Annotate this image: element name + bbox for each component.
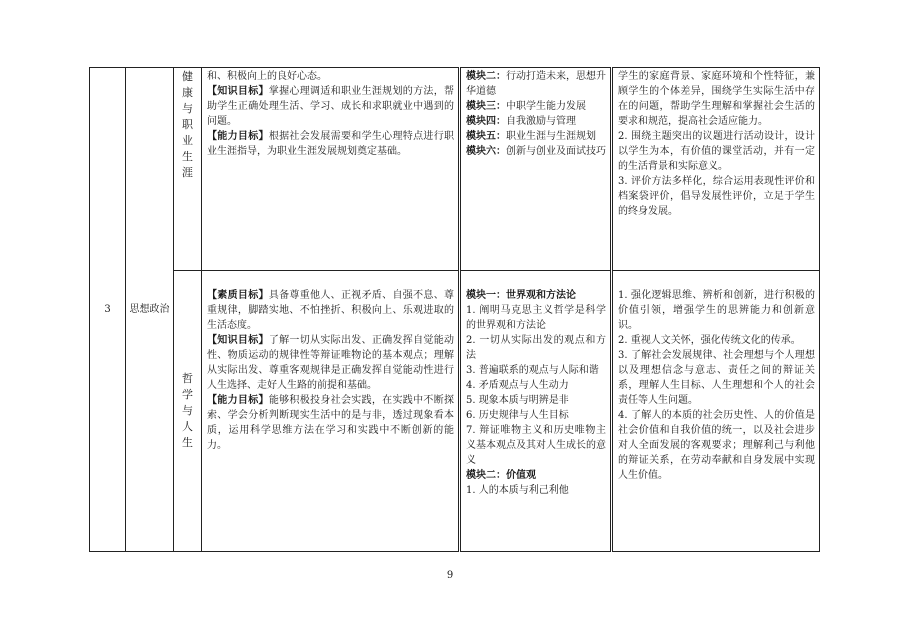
requirement-paragraph: 1. 强化逻辑思维、辨析和创新，进行积极的价值引领，增强学生的思辨能力和创新意识。 [618,290,815,331]
course-name: 健康与职业生涯 [182,70,193,179]
objective-paragraph: 和、积极向上的良好心态。 [207,71,327,82]
course-name-cell [174,271,202,552]
requirement-paragraph: 4. 了解人的本质的社会历史性、人的价值是社会价值和自我价值的统一，以及社会进步对人全面发展的客观要求；理解利己与利他的辩证关系，在劳动奉献和自身发展中实现人生价值。 [618,410,815,481]
requirement-paragraph: 2. 围绕主题突出的议题进行活动设计，设计以学生为本，有价值的课堂活动，并有一定的生活背景和实际意义。 [618,131,815,172]
requirement-paragraph: 3. 了解社会发展规律、社会理想与个人理想以及理想信念与意志、责任之间的辩证关系，理解人生目标、人生理想和个人的社会责任等人生问题。 [618,350,815,406]
module-line: 模块一：世界观和方法论 [466,290,576,301]
module-line: 5. 现象本质与明辨是非 [466,395,569,406]
requirement-paragraph: 3. 评价方法多样化，综合运用表现性评价和档案袋评价，倡导发展性评价，立足于学生的终身发展。 [618,176,815,217]
page-number: 9 [446,570,454,581]
module-line: 1. 人的本质与利己利他 [466,485,569,496]
modules-cell [460,271,612,552]
objective-paragraph: 【知识目标】了解一切从实际出发、正确发挥自觉能动性、物质运动的规律性等辩证唯物论的基本观点；理解从实际出发、尊重客观规律是正确发挥自觉能动性进行人生选择、走好人生路的前提和基础。 [207,335,455,391]
module-line: 1. 阐明马克思主义哲学是科学的世界观和方法论 [466,305,606,331]
objective-paragraph: 【知识目标】掌握心理调适和职业生涯规划的方法，帮助学生正确处理生活、学习、成长和求职就业中遇到的问题。 [207,86,455,127]
module-line: 模块五：职业生涯与生涯规划 [466,131,596,142]
curriculum-table [89,67,820,552]
table-row [90,68,820,271]
row-number-cell: 3 [90,68,126,552]
objectives-cell [202,68,460,271]
objective-paragraph: 【素质目标】具备尊重他人、正视矛盾、自强不息、尊重规律，脚踏实地、不怕挫折、积极向上、乐观进取的生活态度。 [207,290,455,331]
table-row [90,271,820,552]
module-line: 7. 辩证唯物主义和历史唯物主义基本观点及其对人生成长的意义 [466,425,606,466]
module-line: 模块三：中职学生能力发展 [466,101,586,112]
objective-paragraph: 【能力目标】能够积极投身社会实践，在实践中不断探索、学会分析判断现实生活中的是与非，透过现象看本质，运用科学思维方法在学习和实践中不断创新的能力。 [207,395,455,451]
objective-paragraph: 【能力目标】根据社会发展需要和学生心理特点进行职业生涯指导，为职业生涯发展规划奠定基础。 [207,131,455,157]
course-name-cell [174,68,202,271]
objectives-cell [202,271,460,552]
module-line: 6. 历史规律与人生目标 [466,410,569,421]
modules-cell [460,68,612,271]
category-cell: 思想政治 [126,68,174,552]
module-line: 3. 普遍联系的观点与人际和谐 [466,365,599,376]
module-line: 模块二：价值观 [466,470,536,481]
module-line: 模块六：创新与创业及面试技巧 [466,146,606,157]
course-name: 哲学与人生 [182,372,193,449]
module-line: 模块二：行动打造未来，思想升华道德 [466,71,606,97]
requirements-cell [612,68,820,271]
module-line: 模块四：自我激励与管理 [466,116,576,127]
requirement-paragraph: 学生的家庭背景、家庭环境和个性特征，兼顾学生的个体差异，围绕学生实际生活中存在的问题，帮助学生理解和掌握社会生活的要求和规范，提高社会适应能力。 [618,71,815,127]
requirement-paragraph: 2. 重视人文关怀，强化传统文化的传承。 [618,335,801,346]
requirements-cell [612,271,820,552]
module-line: 2. 一切从实际出发的观点和方法 [466,335,606,361]
module-line: 4. 矛盾观点与人生动力 [466,380,569,391]
